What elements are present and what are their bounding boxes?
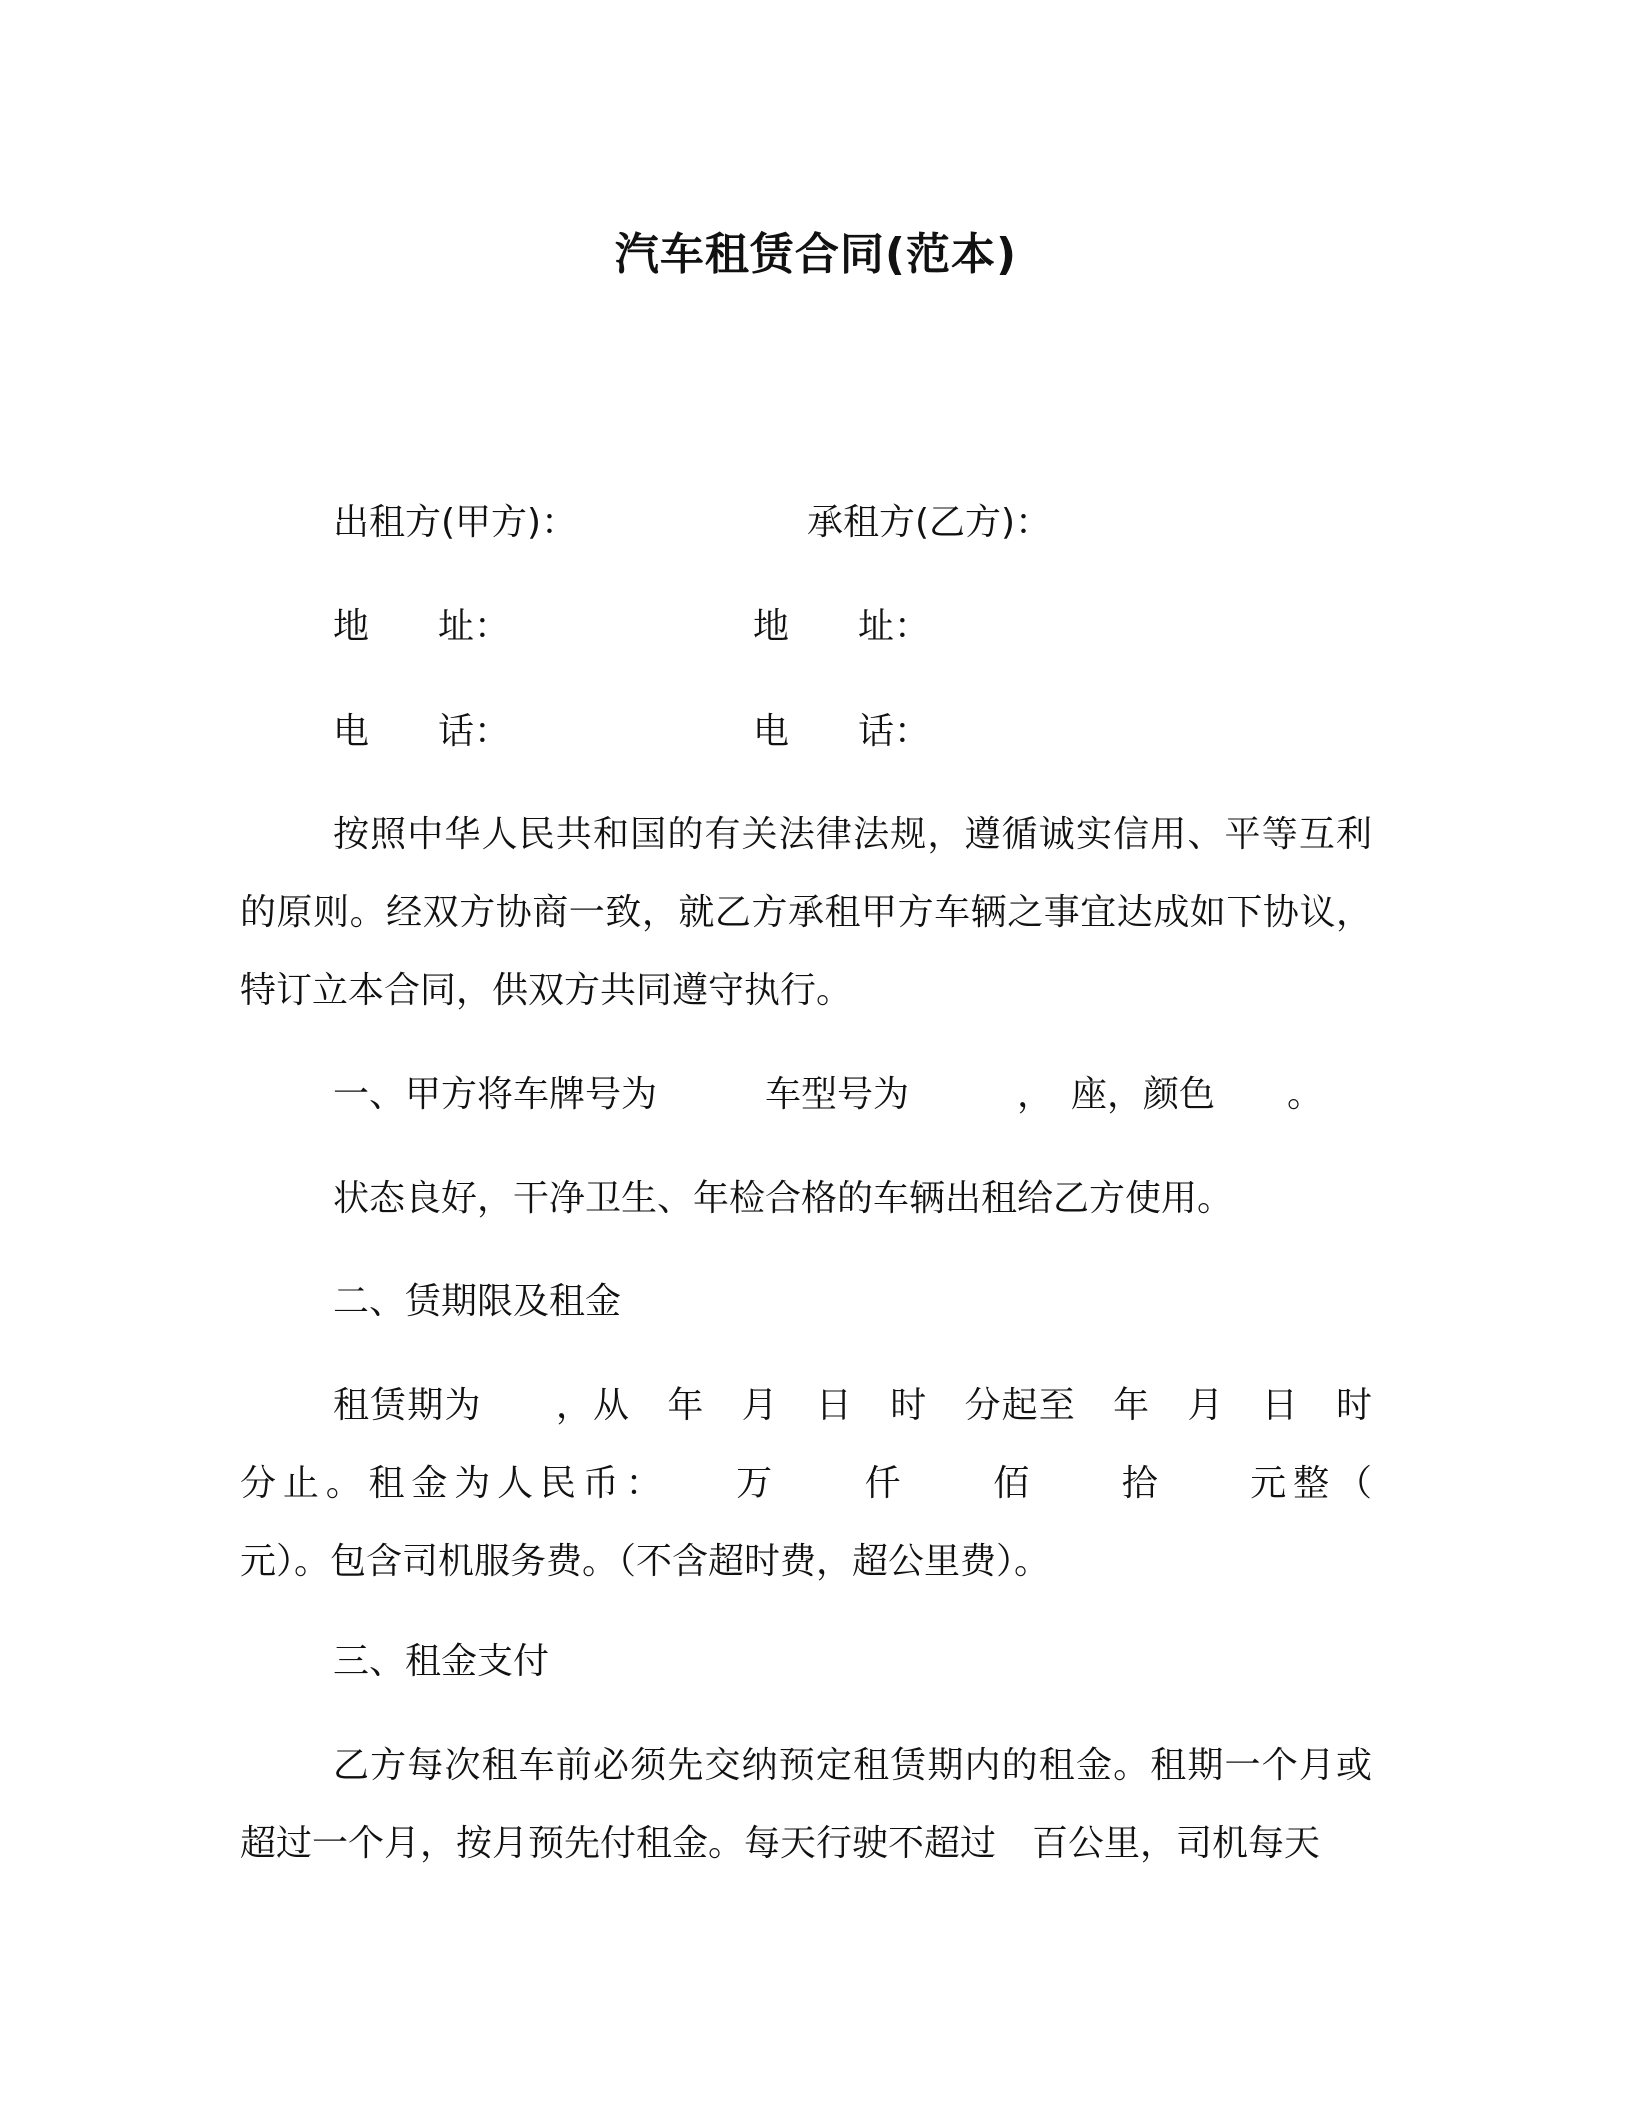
phone-char-2: 话： xyxy=(438,711,511,752)
phone-char-2: 话： xyxy=(858,711,931,752)
address-char-2: 址： xyxy=(858,606,931,647)
intro-paragraph: 按照中华人民共和国的有关法律法规，遵循诚实信用、平等互利的原则。经双方协商一致，就乙方承租甲方车辆之事宜达成如下协议，特订立本合同，供双方共同遵守执行。 xyxy=(240,814,1372,1011)
phone-char-1: 电 xyxy=(753,711,790,752)
clause-3-body: 乙方每次租车前必须先交纳预定租赁期内的租金。租期一个月或超过一个月，按月预先付租金。每天行驶不超过 百公里，司机每天 xyxy=(240,1745,1372,1864)
lessee-address-label xyxy=(753,598,930,649)
document-title: 汽车租赁合同(范本) xyxy=(614,229,1018,280)
lessee-label: 承租方(乙方)： xyxy=(807,502,1052,543)
clause-2-body: 租赁期为 ，从 年 月 日 时 分起至 年 月 日 时 分止。租金为人民币： 万 仟 佰 拾 元整（ 元）。包含司机服务费。（不含超时费，超公里费）。 xyxy=(240,1385,1481,1582)
lessor-address-label xyxy=(333,598,510,649)
clause-3-heading: 三、租金支付 xyxy=(333,1641,550,1682)
address-char-2: 址： xyxy=(438,606,511,647)
clause-1-vehicle: 一、甲方将车牌号为 车型号为 ， 座，颜色 。 xyxy=(333,1074,1324,1115)
clause-2-heading: 二、赁期限及租金 xyxy=(333,1281,622,1322)
address-char-1: 地 xyxy=(753,606,790,647)
phone-char-1: 电 xyxy=(333,711,370,752)
address-char-1: 地 xyxy=(333,606,370,647)
lessor-phone-label xyxy=(333,703,510,754)
clause-1-condition: 状态良好，干净卫生、年检合格的车辆出租给乙方使用。 xyxy=(333,1178,1234,1219)
lessor-label: 出租方(甲方)： xyxy=(333,502,578,543)
lessee-phone-label xyxy=(753,703,930,754)
